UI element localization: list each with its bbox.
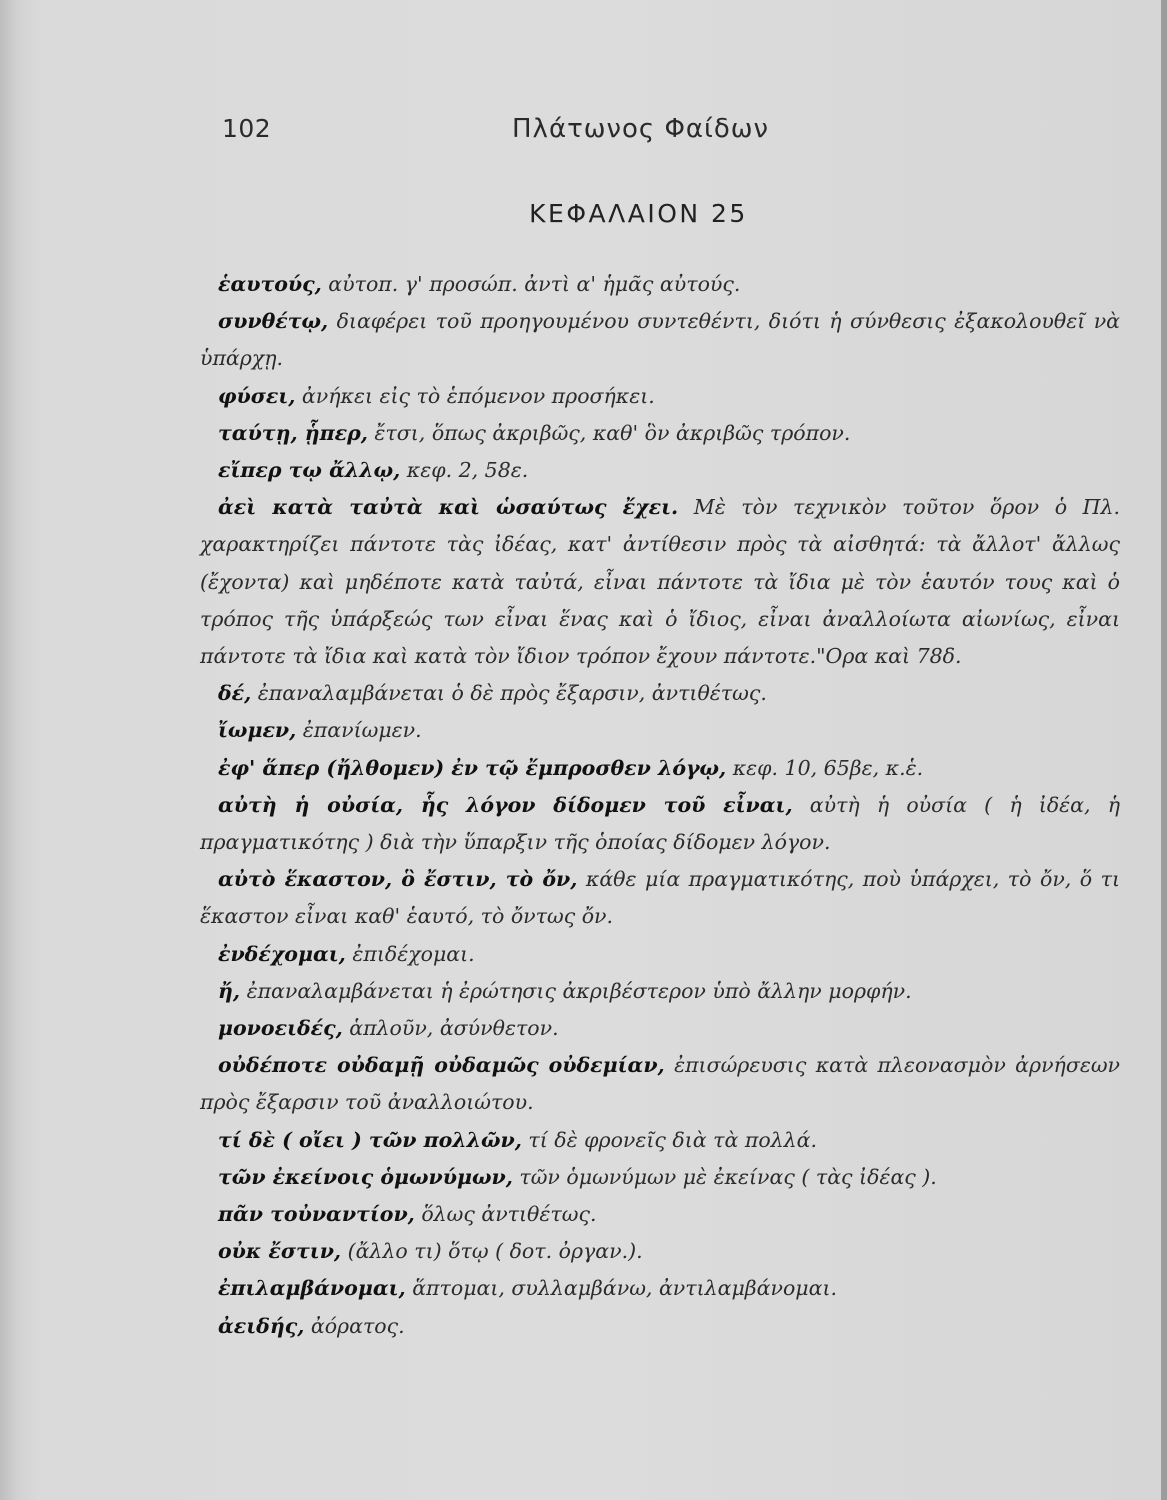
entry-gloss: ἐπισώρευσις κατὰ πλεονασμὸν ἀρνήσεων πρὸς ἔξαρσιν τοῦ ἀναλλοιώτου. [200,1053,1120,1115]
running-head [0,114,1167,150]
glossary-entry [200,1122,1120,1159]
entry-gloss: Μὲ τὸν τεχνικὸν τοῦτον ὅρον ὁ Πλ. χαρακτηρίζει πάντοτε τὰς ἰδέας, κατ' ἀντίθεσιν πρὸς τὰ αἰσθητά: τὰ ἄλλοτ' ἄλλως (ἔχοντα) καὶ μηδέποτε κατὰ ταὐτά, εἶναι πάντοτε τὰ ἴδια μὲ τὸν ἑαυτόν τους καὶ ὁ τρόπος τῆς ὑπάρξεώς των εἶναι ἕνας καὶ ὁ ἴδιος, εἶναι ἀναλλοίωτα αἰωνίως, εἶναι πάντοτε τὰ ἴδια καὶ κατὰ τὸν ἴδιον τρόπον ἔχουν πάντοτε."Ορα καὶ 78δ. [200,495,1120,669]
entry-gloss: ἅπτομαι, συλλαμβάνω, ἀντιλαμβάνομαι. [405,1276,838,1301]
chapter-heading: ΚΕΦΑΛΑΙΟΝ 25 [529,199,748,228]
entry-gloss: ὅλως ἀντιθέτως. [414,1202,597,1227]
glossary-entry [200,1233,1120,1270]
entry-lemma: ταύτῃ, ᾗπερ, [218,420,368,445]
glossary-entry [200,936,1120,973]
entry-lemma: φύσει, [218,383,296,408]
entry-gloss: κεφ. 10, 65βε, κ.ἑ. [726,755,924,780]
page-number: 102 [222,114,272,143]
glossary-entry [200,1270,1120,1307]
entry-lemma: τῶν ἐκείνοις ὁμωνύμων, [218,1164,513,1189]
entry-lemma: εἴπερ τῳ ἄλλῳ, [218,458,401,483]
entry-lemma: οὐκ ἔστιν, [218,1239,342,1264]
glossary-entry [200,452,1120,489]
glossary-entry [200,1196,1120,1233]
entry-gloss: κάθε μία πραγματικότης, ποὺ ὑπάρχει, τὸ ὄν, ὅ τι ἕκαστον εἶναι καθ' ἑαυτό, τὸ ὄντως ὄν. [200,867,1120,929]
entry-gloss: αὐτοπ. γ' προσώπ. ἀντὶ α' ἡμᾶς αὐτούς. [321,272,741,296]
entry-gloss: ἀνήκει εἰς τὸ ἑπόμενον προσήκει. [295,383,655,408]
glossary-entry [200,973,1120,1010]
glossary-entry [200,489,1120,675]
entry-gloss: ἀόρατος. [304,1313,405,1338]
entry-lemma: ἀειδής, [218,1313,305,1338]
entry-gloss: ἁπλοῦν, ἀσύνθετον. [342,1016,559,1041]
glossary-entry [200,787,1120,861]
entry-gloss: ἐπανίωμεν. [296,718,422,743]
glossary-entry [200,415,1120,452]
entry-lemma: τί δὲ ( οἴει ) τῶν πολλῶν, [218,1127,522,1152]
glossary-entry [200,378,1120,415]
entry-lemma: ἀεὶ κατὰ ταὐτὰ καὶ ὡσαύτως ἔχει. [218,495,679,520]
entry-gloss: τί δὲ φρονεῖς διὰ τὰ πολλά. [521,1127,818,1152]
glossary-entry [200,750,1120,787]
entry-lemma: συνθέτῳ, [218,309,329,334]
glossary-entry [200,1047,1120,1121]
entry-gloss: ἔτσι, ὅπως ἀκριβῶς, καθ' ὃν ἀκριβῶς τρόπον. [367,420,851,445]
entry-gloss: (ἄλλο τι) ὅτῳ ( δοτ. ὀργαν.). [341,1239,643,1264]
entry-lemma: πᾶν τοὐναντίον, [218,1202,415,1227]
entry-gloss: διαφέρει τοῦ προηγουμένου συντεθέντι, διότι ἡ σύνθεσις ἐξακολουθεῖ νὰ ὑπάρχῃ. [200,309,1120,371]
entry-lemma: αὐτὴ ἡ οὐσία, ἧς λόγον δίδομεν τοῦ εἶναι, [218,792,793,817]
entry-lemma: ἐφ' ἅπερ (ἤλθομεν) ἐν τῷ ἔμπροσθεν λόγῳ, [218,755,727,780]
entry-lemma: ἴωμεν, [218,718,297,743]
glossary-entry [200,861,1120,935]
entry-lemma: δέ, [218,681,252,706]
glossary-entry [200,712,1120,749]
entry-lemma: οὐδέποτε οὐδαμῇ οὐδαμῶς οὐδεμίαν, [218,1053,665,1078]
glossary-entries [200,266,1120,1345]
entry-lemma: ἤ, [218,978,241,1003]
entry-gloss: αὐτὴ ἡ οὐσία ( ἡ ἰδέα, ἡ πραγματικότης ) διὰ τὴν ὕπαρξιν τῆς ὁποίας δίδομεν λόγον. [200,792,1120,855]
entry-lemma: αὐτὸ ἕκαστον, ὃ ἔστιν, τὸ ὄν, [218,867,578,892]
entry-lemma: ἐνδέχομαι, [218,941,346,966]
entry-gloss: ἐπιδέχομαι. [345,941,475,966]
entry-gloss: ἐπαναλαμβάνεται ὁ δὲ πρὸς ἔξαρσιν, ἀντιθέτως. [251,681,767,706]
glossary-entry [200,675,1120,712]
entry-gloss: ἐπαναλαμβάνεται ἡ ἐρώτησις ἀκριβέστερον ὑπὸ ἄλλην μορφήν. [240,978,912,1003]
glossary-entry [200,1159,1120,1196]
book-title: Πλάτωνος Φαίδων [512,114,770,144]
glossary-entry [200,1308,1120,1345]
entry-lemma: μονοειδές, [218,1016,343,1041]
glossary-entry [200,1010,1120,1047]
entry-gloss: τῶν ὁμωνύμων μὲ ἐκείνας ( τὰς ἰδέας ). [512,1164,937,1189]
entry-gloss: κεφ. 2, 58ε. [400,458,529,483]
entry-lemma: ἐπιλαμβάνομαι, [218,1276,406,1301]
glossary-entry [200,266,1120,303]
glossary-entry [200,303,1120,377]
entry-lemma: ἑαυτούς, [218,272,322,296]
